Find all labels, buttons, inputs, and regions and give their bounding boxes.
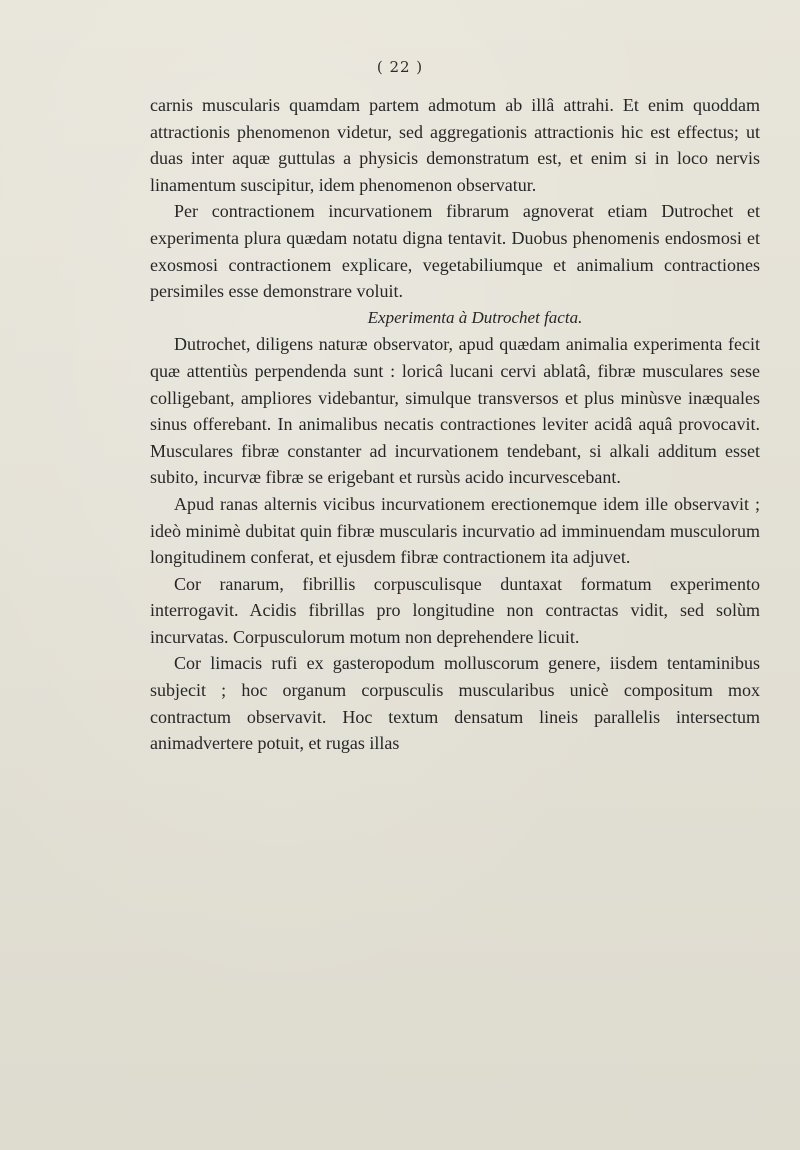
body-text (150, 92, 760, 757)
page-number: ( 22 ) (376, 58, 424, 76)
section-heading: Experimenta à Dutrochet facta. (367, 307, 583, 327)
paragraph-experimenta: Dutrochet, diligens naturæ observator, apud quædam animalia experimenta fecit quæ attentiùs perpendenda sunt : loricâ lucani cervi ablatâ, fibræ musculares sese colligebant, ampliores videbantur, simulque transversos et plus minùsve inæquales sinus offerebant. In animalibus necatis contractiones leviter acidâ aquâ provocavit. Musculares fibræ constanter ad incurvationem tendebant, si alkali additum esset subito, incurvæ fibræ se erigebant et rursùs acido incurvescebant. (150, 334, 760, 488)
paragraph-dutrochet-contractio: Per contractionem incurvationem fibrarum agnoverat etiam Dutrochet et experimenta plura quædam notatu digna tentavit. Duobus phenomenis endosmosi et exosmosi contractionem explicare, vegetabiliumque et animalium contractiones persimiles esse demonstrare voluit. (150, 201, 760, 302)
paragraph-cor-ranarum: Cor ranarum, fibrillis corpusculisque duntaxat formatum experimento interrogavit. Acidis fibrillas pro longitudine non contractas vidit, sed solùm incurvatas. Corpusculorum motum non deprehendere licuit. (150, 573, 760, 647)
paragraph-ranae: Apud ranas alternis vicibus incurvationem erectionemque idem ille observavit ; ideò minimè dubitat quin fibræ muscularis incurvatio ad imminuendam musculorum longitudinem conferat, et ejusdem fibræ contractionem ita adjuvet. (150, 493, 760, 568)
paragraph-continuation: carnis muscularis quamdam partem admotum ab illâ attrahi. Et enim quoddam attractionis phenomenon videtur, sed aggregationis attractionis hic est effectus; ut duas inter aquæ guttulas a physicis demonstratum est, et enim si in loco nervis linamentum suscipitur, idem phenomenon observatur. (150, 95, 760, 195)
paragraph-cor-limacis: Cor limacis rufi ex gasteropodum molluscorum genere, iisdem tentaminibus subjecit ; hoc organum corpusculis muscularibus unicè compositum mox contractum observavit. Hoc textum densatum lineis parallelis intersectum animadvertere potuit, et rugas illas (150, 653, 760, 754)
